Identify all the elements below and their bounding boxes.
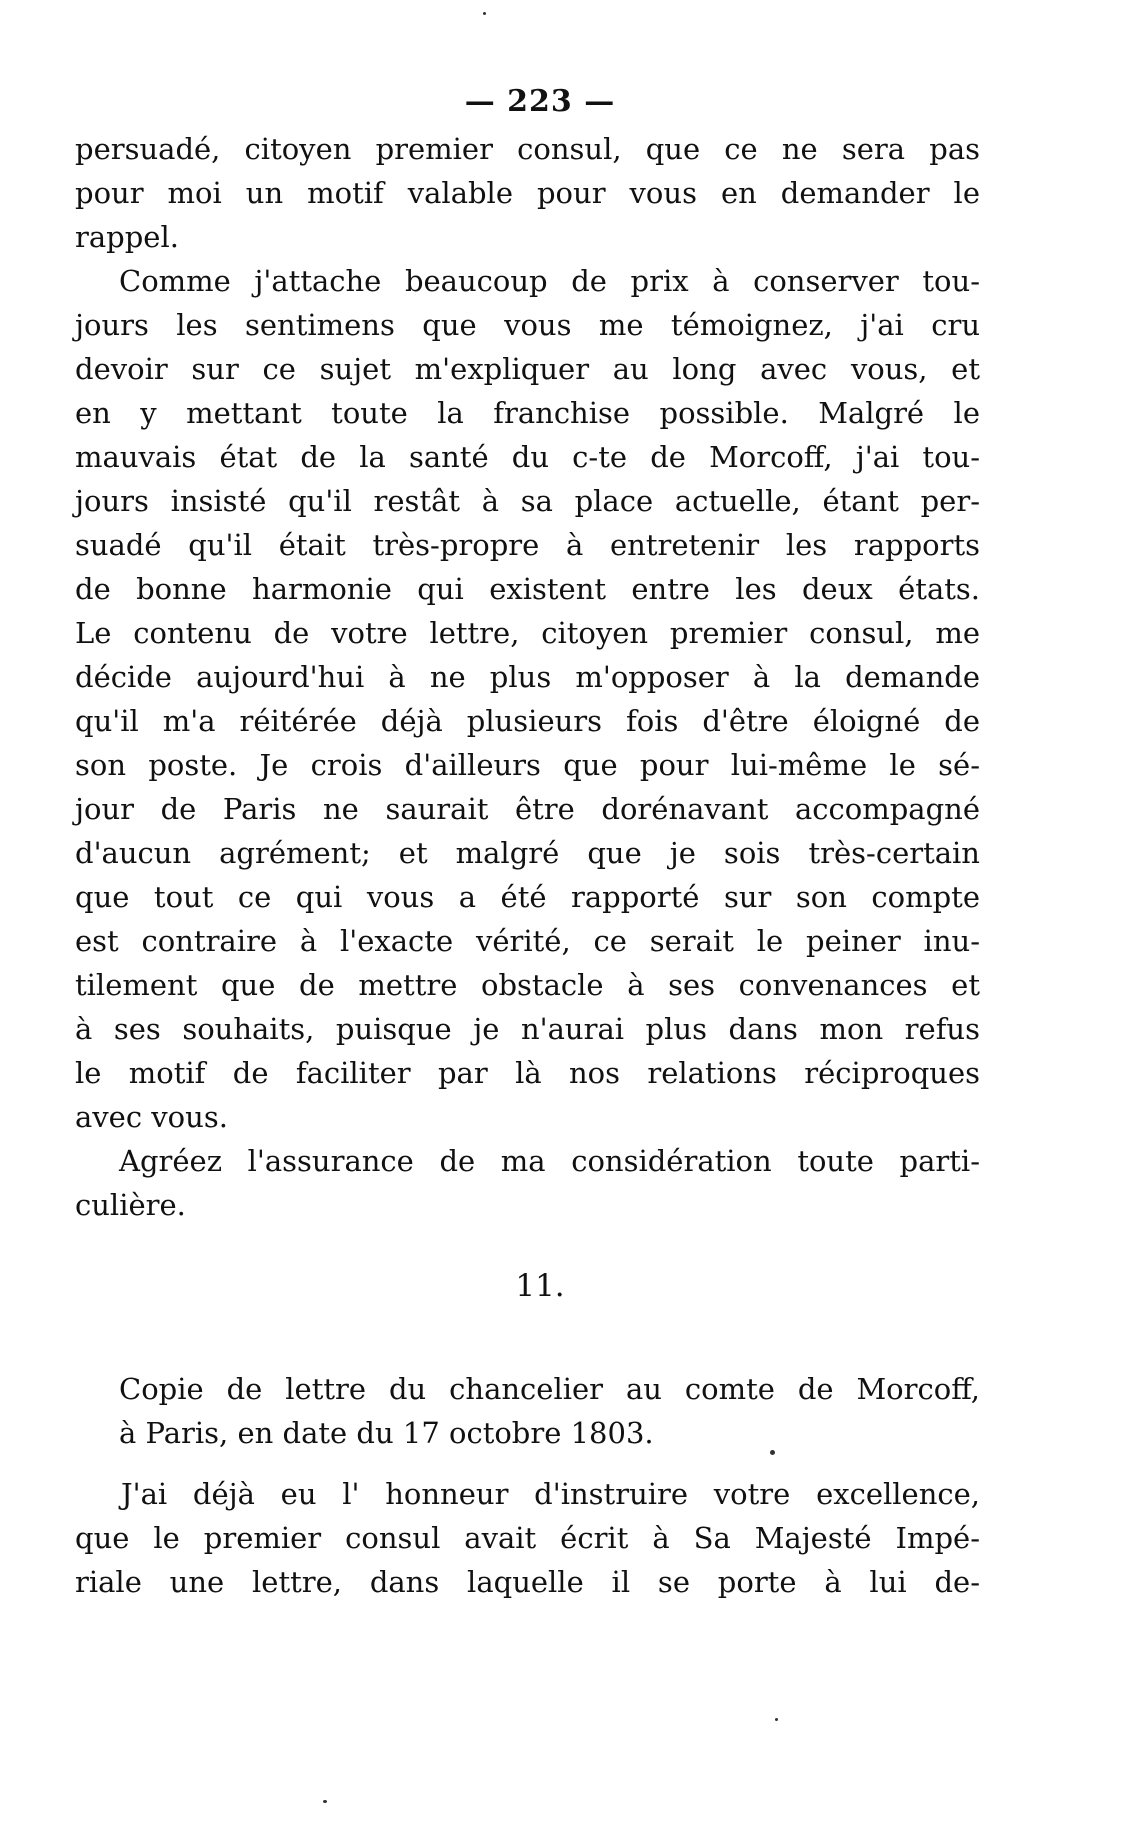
text-line: décide aujourd'hui à ne plus m'opposer à la demande: [75, 660, 980, 694]
text-line: à ses souhaits, puisque je n'aurai plus dans mon refus: [75, 1012, 980, 1046]
text-line: jours insisté qu'il restât à sa place actuelle, étant per-: [75, 484, 980, 518]
text-line: de bonne harmonie qui existent entre les deux états.: [75, 572, 980, 606]
text-line: suadé qu'il était très-propre à entretenir les rapports: [75, 528, 980, 562]
text-line: son poste. Je crois d'ailleurs que pour lui-même le sé-: [75, 748, 980, 782]
text-line: que tout ce qui vous a été rapporté sur son compte: [75, 880, 980, 914]
text-line: pour moi un motif valable pour vous en demander le: [75, 176, 980, 210]
text-line: tilement que de mettre obstacle à ses convenances et: [75, 968, 980, 1002]
text-line: que le premier consul avait écrit à Sa Majesté Impé-: [75, 1521, 980, 1555]
print-speck: [770, 1450, 775, 1455]
text-line: jour de Paris ne saurait être dorénavant accompagné: [75, 792, 980, 826]
text-line: d'aucun agrément; et malgré que je sois très-certain: [75, 836, 980, 870]
text-line: mauvais état de la santé du c-te de Morcoff, j'ai tou-: [75, 440, 980, 474]
text-line: devoir sur ce sujet m'expliquer au long avec vous, et: [75, 352, 980, 386]
heading-line: Copie de lettre du chancelier au comte de Morcoff,: [119, 1372, 980, 1406]
print-speck: [483, 12, 486, 15]
print-speck: [323, 1800, 327, 1803]
letter-heading: [75, 1367, 980, 1455]
section-number: 11.: [515, 1268, 565, 1304]
text-line: est contraire à l'exacte vérité, ce serait le peiner inu-: [75, 924, 980, 958]
letter-end-paragraphs: [75, 127, 980, 1227]
print-speck: [775, 1718, 778, 1721]
text-line: riale une lettre, dans laquelle il se porte à lui de-: [75, 1565, 980, 1599]
letter-start-paragraph: [75, 1472, 980, 1604]
text-line: en y mettant toute la franchise possible. Malgré le: [75, 396, 980, 430]
heading-line: à Paris, en date du 17 octobre 1803.: [119, 1416, 654, 1450]
text-line: J'ai déjà eu l' honneur d'instruire votre excellence,: [121, 1477, 980, 1511]
text-line: qu'il m'a réitérée déjà plusieurs fois d'être éloigné de: [75, 704, 980, 738]
text-line: le motif de faciliter par là nos relations réciproques: [75, 1056, 980, 1090]
text-line: culière.: [75, 1188, 186, 1222]
text-line: rappel.: [75, 220, 179, 254]
text-line: jours les sentimens que vous me témoignez, j'ai cru: [75, 308, 980, 342]
text-line: persuadé, citoyen premier consul, que ce ne sera pas: [75, 132, 980, 166]
text-line: Comme j'attache beaucoup de prix à conserver tou-: [119, 264, 980, 298]
text-line: Le contenu de votre lettre, citoyen premier consul, me: [75, 616, 980, 650]
page-number: — 223 —: [464, 84, 616, 119]
text-line: Agréez l'assurance de ma considération toute parti-: [119, 1144, 980, 1178]
text-line: avec vous.: [75, 1100, 228, 1134]
